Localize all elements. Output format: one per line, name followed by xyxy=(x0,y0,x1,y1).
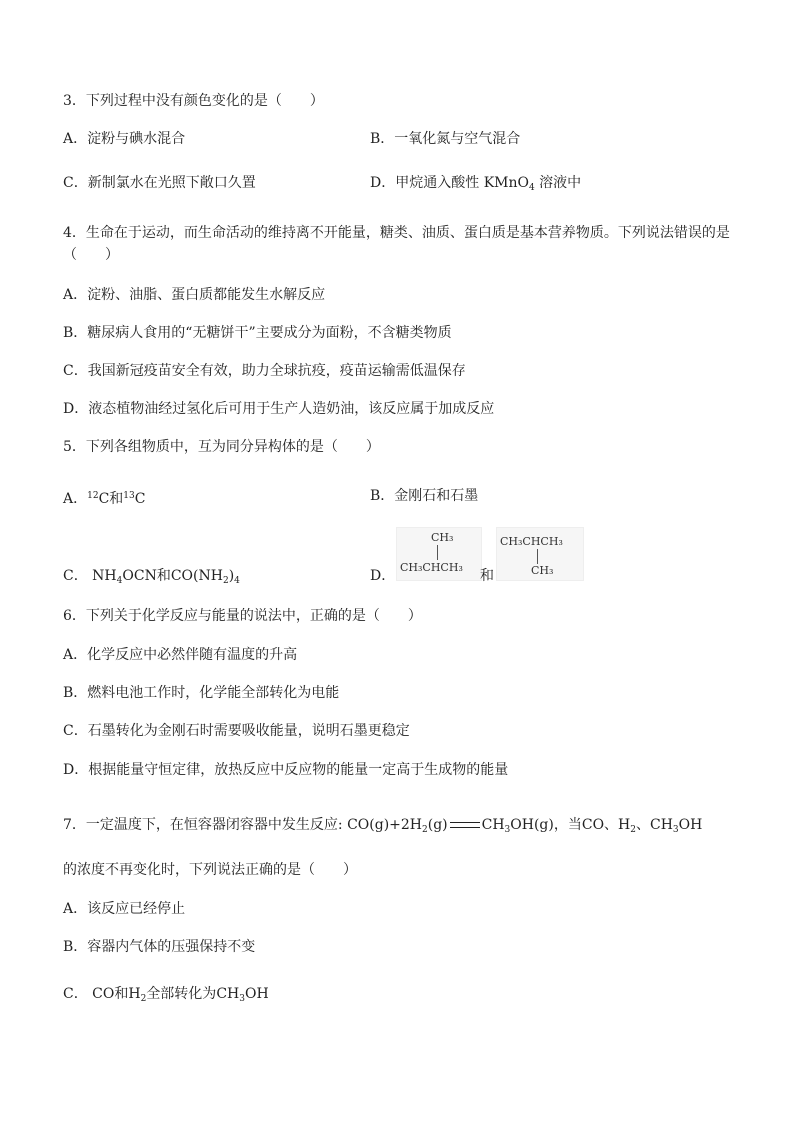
q5-structure-2 xyxy=(496,527,584,581)
q6-stem: 6．下列关于化学反应与能量的说法中，正确的是（ ） xyxy=(63,608,422,624)
q4-option-c[interactable]: C．我国新冠疫苗安全有效，助力全球抗疫，疫苗运输需低温保存 xyxy=(63,363,466,379)
struct1-bottom: CH₃CHCH₃ xyxy=(400,561,463,574)
q6-option-a[interactable]: A．化学反应中必然伴随有温度的升高 xyxy=(63,647,298,663)
urea-formula: $CO(NH_2)_4$ xyxy=(170,568,240,586)
reaction-equation: $CO(g)+2H_2(g)$ $CH_3OH(g)$ xyxy=(347,817,554,835)
q6-option-b[interactable]: B．燃料电池工作时，化学能全部转化为电能 xyxy=(63,685,340,701)
species-list: CO、$H_2$、$CH_3OH$ xyxy=(581,817,703,835)
q5-option-d-prefix[interactable]: D． xyxy=(370,568,396,584)
struct2-bottom: CH₃ xyxy=(531,564,554,577)
methanol-formula: $CH_3OH$ xyxy=(216,986,269,1004)
q7-stem-line2: 的浓度不再变化时，下列说法正确的是（ ） xyxy=(63,862,357,878)
q5-option-a-mid: C和 xyxy=(98,491,124,507)
q5-option-a-end: C xyxy=(134,491,146,507)
q7-stem-line1 xyxy=(63,815,702,840)
q5-stem: 5．下列各组物质中，互为同分异构体的是（ ） xyxy=(63,439,380,455)
q7-option-c[interactable] xyxy=(63,984,269,1009)
co-h2-formula: CO和$H_2$ xyxy=(92,986,147,1004)
q3-option-d-suffix: 溶液中 xyxy=(539,175,582,191)
struct1-top: CH₃ xyxy=(431,531,454,544)
q4-stem: 4．生命在于运动，而生命活动的维持离不开能量，糖类、油质、蛋白质是基本营养物质。下列说法错误的是（ ） xyxy=(63,225,730,263)
q3-option-d[interactable] xyxy=(370,173,581,198)
q7-stem-mid: ，当 xyxy=(553,817,582,833)
struct2-bond xyxy=(537,549,538,564)
struct1-bond xyxy=(437,545,438,560)
q5-option-a-prefix: A． xyxy=(63,491,88,507)
q5-option-d-mid: 和 xyxy=(480,568,494,584)
q5-option-c-mid: 和 xyxy=(156,568,171,584)
q4-option-b[interactable]: B．糖尿病人食用的“无糖饼干”主要成分为面粉，不含糖类物质 xyxy=(63,325,452,341)
q3-option-a[interactable]: A．淀粉与碘水混合 xyxy=(63,131,186,147)
q6-option-c[interactable]: C．石墨转化为金刚石时需要吸收能量，说明石墨更稳定 xyxy=(63,723,410,739)
q4-option-d[interactable]: D．液态植物油经过氢化后可用于生产人造奶油，该反应属于加成反应 xyxy=(63,401,495,417)
q7-option-a[interactable]: A．该反应已经停止 xyxy=(63,901,186,917)
equilibrium-sign xyxy=(450,822,480,828)
q6-option-d[interactable]: D．根据能量守恒定律，放热反应中反应物的能量一定高于生成物的能量 xyxy=(63,762,509,778)
q7-option-b[interactable]: B．容器内气体的压强保持不变 xyxy=(63,939,256,955)
q7-stem-prefix: 7．一定温度下，在恒容器闭容器中发生反应: xyxy=(63,817,343,833)
q5-option-b[interactable]: B．金刚石和石墨 xyxy=(370,488,479,504)
q3-stem: 3．下列过程中没有颜色变化的是（ ） xyxy=(63,93,324,109)
q7-option-c-mid: 全部转化为 xyxy=(146,986,217,1002)
q5-option-c-prefix: C． xyxy=(63,568,88,584)
q5-option-c[interactable] xyxy=(63,566,240,591)
nh4ocn-formula: $NH_4OCN$ xyxy=(92,568,157,586)
q3-option-b[interactable]: B．一氧化氮与空气混合 xyxy=(370,131,521,147)
q3-option-c[interactable]: C．新制氯水在光照下敞口久置 xyxy=(63,175,256,191)
struct2-top: CH₃CHCH₃ xyxy=(500,535,563,548)
q3-option-d-prefix: D．甲烷通入酸性 xyxy=(370,175,480,191)
q5-structure-1 xyxy=(396,527,482,581)
q7-option-c-prefix: C． xyxy=(63,986,88,1002)
q5-option-a[interactable]: A．$^{12}$C和$^{13}$C xyxy=(63,491,146,507)
q4-option-a[interactable]: A．淀粉、油脂、蛋白质都能发生水解反应 xyxy=(63,287,326,303)
kmno4-formula: KMnO$_4$ xyxy=(483,175,535,193)
